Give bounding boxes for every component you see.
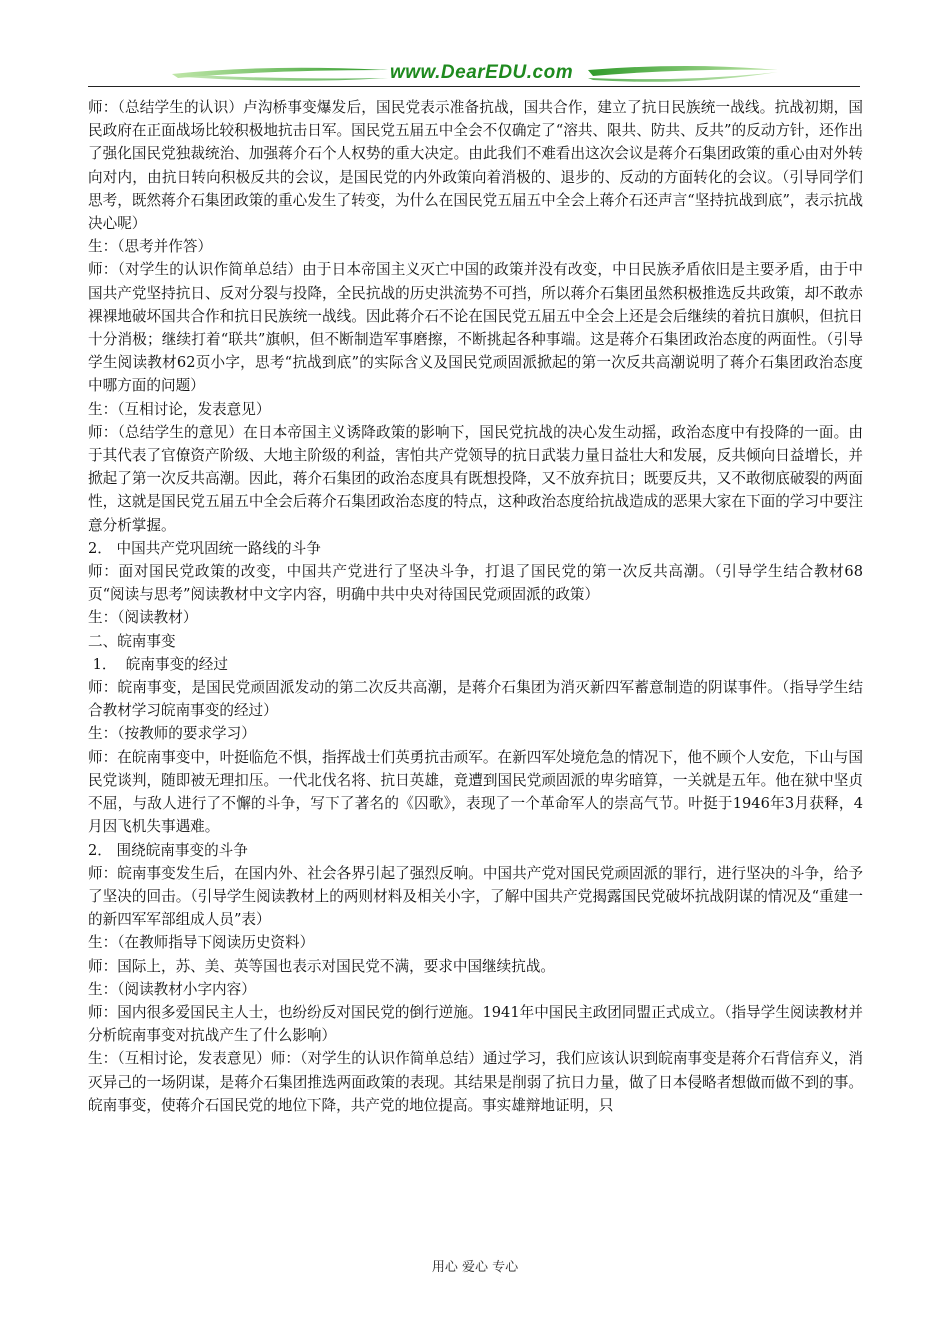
header-divider — [88, 86, 860, 87]
paragraph: 生：（互相讨论，发表意见） — [88, 400, 271, 418]
section-heading: 二、皖南事变 — [88, 632, 176, 650]
section-heading: 2． 中国共产党巩固统一路线的斗争 — [88, 539, 321, 557]
paragraph: 师：（总结学生的意见）在日本帝国主义诱降政策的影响下，国民党抗战的决心发生动摇，政治态度中有投降的一面。由于其代表了官僚资产阶级、大地主阶级的利益，害怕共产党领导的抗日武装力量日益壮大和发展，反共倾向日益增长，并掀起了第一次反共高潮。因此，蒋介石集团的政治态度具有既想投降，又不放弃抗日；既要反共，又不敢彻底破裂的两面性，这就是国民党五届五中全会后蒋介石集团政治态度的特点，这种政治态度给抗战造成的恶果大家在下面的学习中要注意分析掌握。 — [88, 423, 863, 534]
paragraph: 生：（思考并作答） — [88, 238, 213, 256]
section-heading: 1． 皖南事变的经过 — [88, 655, 228, 673]
paragraph: 师：在皖南事变中，叶挺临危不惧，指挥战士们英勇抗击顽军。在新四军处境危急的情况下，他不顾个人安危，下山与国民党谈判，随即被无理扣压。一代北伐名将、抗日英雄，竟遭到国民党顽固派的卑劣暗算，一关就是五年。他在狱中坚贞不屈，与敌人进行了不懈的斗争，写下了著名的《囚歌》，表现了一个革命军人的崇高气节。叶挺于1946年3月获释，4月因飞机失事遇难。 — [88, 748, 863, 836]
page-footer: 用心 爱心 专心 — [431, 1260, 519, 1275]
site-logo-text: www.DearEDU.com — [390, 62, 574, 83]
paragraph: 生：（按教师的要求学习） — [88, 725, 256, 743]
paragraph: 师：国际上，苏、美、英等国也表示对国民党不满，要求中国继续抗战。 — [88, 957, 556, 975]
paragraph: 生：（阅读教材小字内容） — [88, 980, 256, 998]
paragraph: 生：（互相讨论，发表意见）师：（对学生的认识作简单总结）通过学习，我们应该认识到皖南事变是蒋介石背信弃义，消灭异己的一场阴谋，是蒋介石集团推选两面政策的表现。其结果是削弱了抗日力量，做了日本侵略者想做而做不到的事。皖南事变，使蒋介石国民党的地位下降，共产党的地位提高。事实雄辩地证明，只 — [88, 1050, 863, 1114]
paragraph: 生：（在教师指导下阅读历史资料） — [88, 934, 315, 952]
paragraph: 师：皖南事变发生后，在国内外、社会各界引起了强烈反响。中国共产党对国民党顽固派的罪行，进行坚决的斗争，给予了坚决的回击。（引导学生阅读教材上的两则材料及相关小字，了解中国共产党揭露国民党破坏抗战阴谋的情况及“重建一的新四军军部组成人员”表） — [88, 864, 863, 929]
section-heading: 2． 围绕皖南事变的斗争 — [88, 841, 248, 859]
paragraph: 师：（总结学生的认识）卢沟桥事变爆发后，国民党表示准备抗战，国共合作，建立了抗日民族统一战线。抗战初期，国民政府在正面战场比较积极地抗击日军。国民党五届五中全会不仅确定了“溶共、限共、防共、反共”的反动方针，还作出了强化国民党独裁统治、加强蒋介石个人权势的重大决定。由此我们不难看出这次会议是蒋介石集团政策的重心由对外转向对内，由抗日转向积极反共的会议，是国民党的内外政策向着消极的、退步的、反动的方面转化的会议。（引导同学们思考，既然蒋介石集团政策的重心发生了转变，为什么在国民党五届五中全会上蒋介石还声言“坚持抗战到底”，表示抗战决心呢） — [88, 99, 863, 233]
paragraph: 师：（对学生的认识作简单总结）由于日本帝国主义灭亡中国的政策并没有改变，中日民族矛盾依旧是主要矛盾，由于中国共产党坚持抗日、反对分裂与投降，全民抗战的历史洪流势不可挡，所以蒋介石集团虽然积极推选反共政策，却不敢赤裸裸地破坏国共合作和抗日民族统一战线。因此蒋介石不论在国民党五届五中全会上还是会后继续的着抗日旗帜，但抗日十分消极；继续打着“联共”旗帜，但不断制造军事磨擦，不断挑起各种事端。这是蒋介石集团政治态度的两面性。（引导学生阅读教材62页小字，思考“抗战到底”的实际含义及国民党顽固派掀起的第一次反共高潮说明了蒋介石集团政治态度中哪方面的问题） — [88, 261, 863, 395]
paragraph: 师：皖南事变，是国民党顽固派发动的第二次反共高潮，是蒋介石集团为消灭新四军蓄意制造的阴谋事件。（指导学生结合教材学习皖南事变的经过） — [88, 679, 863, 720]
paragraph: 师：国内很多爱国民主人士，也纷纷反对国民党的倒行逆施。1941年中国民主政团同盟正式成立。（指导学生阅读教材并分析皖南事变对抗战产生了什么影响） — [88, 1003, 863, 1045]
document-body — [88, 96, 863, 1117]
paragraph: 生：（阅读教材） — [88, 609, 198, 627]
paragraph: 师：面对国民党政策的改变，中国共产党进行了坚决斗争，打退了国民党的第一次反共高潮。（引导学生结合教材68页“阅读与思考”阅读教材中文字内容，明确中共中央对待国民党顽固派的政策） — [88, 563, 863, 604]
